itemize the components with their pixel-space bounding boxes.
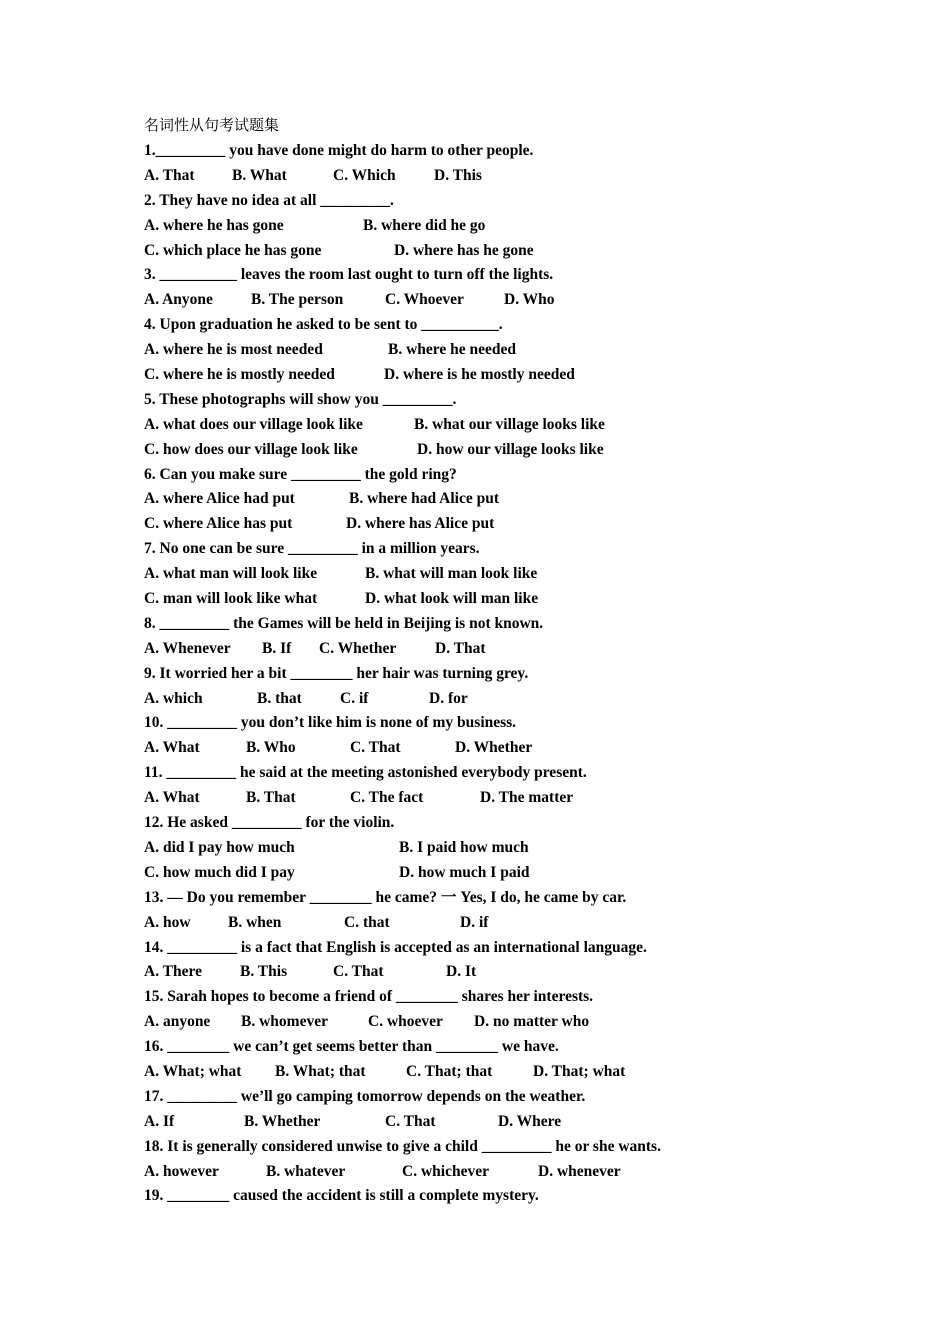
options-row bbox=[144, 413, 864, 438]
answer-option: C. Whether bbox=[319, 639, 397, 657]
options-row bbox=[144, 1160, 864, 1185]
question-text: 11. _________ he said at the meeting astonished everybody present. bbox=[144, 764, 587, 782]
answer-option: D. how much I paid bbox=[399, 863, 530, 881]
answer-option: D. It bbox=[446, 963, 477, 981]
answer-option: B. This bbox=[240, 963, 288, 981]
question-text: 6. Can you make sure _________ the gold ring? bbox=[144, 465, 457, 483]
options-row bbox=[144, 687, 864, 712]
answer-option: D. Whether bbox=[455, 739, 533, 757]
answer-option: B. What bbox=[232, 166, 287, 184]
answer-option: C. where Alice has put bbox=[144, 515, 293, 533]
answer-option: A. What; what bbox=[144, 1062, 242, 1080]
answer-option: D. no matter who bbox=[474, 1013, 590, 1031]
answer-option: A. which bbox=[144, 689, 203, 707]
question-text: 8. _________ the Games will be held in Beijing is not known. bbox=[144, 614, 544, 632]
options-row bbox=[144, 1060, 864, 1085]
answer-option: C. That bbox=[385, 1112, 436, 1130]
answer-option: B. Whether bbox=[244, 1112, 321, 1130]
answer-option: B. The person bbox=[251, 291, 344, 309]
answer-option: A. where he is most needed bbox=[144, 341, 323, 359]
answer-option: A. did I pay how much bbox=[144, 838, 295, 856]
options-row bbox=[144, 1110, 864, 1135]
question-text: 1._________ you have done might do harm to other people. bbox=[144, 142, 534, 159]
answer-option: D. whenever bbox=[538, 1162, 621, 1180]
answer-option: A. Anyone bbox=[144, 291, 213, 309]
question-text: 17. _________ we’ll go camping tomorrow depends on the weather. bbox=[144, 1087, 586, 1105]
answer-option: B. That bbox=[246, 789, 296, 807]
answer-option: B. If bbox=[262, 639, 292, 657]
answer-option: B. whomever bbox=[241, 1013, 328, 1031]
answer-option: D. The matter bbox=[480, 789, 574, 807]
answer-option: A. That bbox=[144, 166, 195, 184]
answer-option: B. that bbox=[257, 689, 302, 707]
answer-option: B. Who bbox=[246, 739, 296, 757]
options-row bbox=[144, 214, 864, 239]
answer-option: C. how does our village look like bbox=[144, 440, 358, 458]
options-row bbox=[144, 512, 864, 537]
options-row bbox=[144, 239, 864, 264]
document-title: 名词性从句考试题集 bbox=[144, 118, 280, 134]
answer-option: A. however bbox=[144, 1162, 219, 1180]
answer-option: B. where did he go bbox=[363, 216, 486, 234]
answer-option: A. where Alice had put bbox=[144, 490, 295, 508]
question-text: 9. It worried her a bit ________ her hair was turning grey. bbox=[144, 664, 529, 682]
answer-option: D. where has Alice put bbox=[346, 515, 495, 533]
answer-option: C. that bbox=[344, 913, 390, 931]
options-row bbox=[144, 1010, 864, 1035]
answer-option: C. That bbox=[350, 739, 401, 757]
answer-option: A. how bbox=[144, 913, 191, 931]
question-text: 5. These photographs will show you _________. bbox=[144, 390, 457, 408]
question-text: 18. It is generally considered unwise to give a child _________ he or she wants. bbox=[144, 1137, 661, 1155]
answer-option: D. for bbox=[429, 689, 468, 707]
answer-option: D. what look will man like bbox=[365, 590, 539, 608]
answer-option: C. That bbox=[333, 963, 384, 981]
options-row bbox=[144, 487, 864, 512]
options-row bbox=[144, 288, 864, 313]
options-row bbox=[144, 164, 864, 189]
answer-option: C. The fact bbox=[350, 789, 424, 807]
question-list bbox=[144, 139, 864, 1209]
answer-option: D. where is he mostly needed bbox=[384, 366, 575, 384]
answer-option: C. whoever bbox=[368, 1013, 443, 1031]
answer-option: D. where has he gone bbox=[394, 241, 534, 259]
answer-option: A. where he has gone bbox=[144, 216, 284, 234]
answer-option: B. I paid how much bbox=[399, 838, 529, 856]
options-row bbox=[144, 363, 864, 388]
answer-option: B. where had Alice put bbox=[349, 490, 499, 508]
options-row bbox=[144, 562, 864, 587]
answer-option: C. Whoever bbox=[385, 291, 464, 309]
options-row bbox=[144, 786, 864, 811]
document-page bbox=[144, 114, 864, 1209]
question-text: 4. Upon graduation he asked to be sent to __________. bbox=[144, 316, 503, 334]
answer-option: A. What bbox=[144, 739, 200, 757]
answer-option: D. That; what bbox=[533, 1062, 626, 1080]
answer-option: C. whichever bbox=[402, 1162, 489, 1180]
options-row bbox=[144, 960, 864, 985]
answer-option: C. if bbox=[340, 689, 369, 707]
answer-option: B. when bbox=[228, 913, 282, 931]
answer-option: B. where he needed bbox=[388, 341, 517, 359]
answer-option: C. man will look like what bbox=[144, 590, 318, 608]
answer-option: A. Whenever bbox=[144, 639, 231, 657]
answer-option: B. What; that bbox=[275, 1062, 366, 1080]
question-text: 14. _________ is a fact that English is accepted as an international language. bbox=[144, 938, 647, 956]
options-row bbox=[144, 338, 864, 363]
question-text: 16. ________ we can’t get seems better than ________ we have. bbox=[144, 1038, 559, 1056]
answer-option: D. This bbox=[434, 166, 482, 184]
answer-option: C. how much did I pay bbox=[144, 863, 295, 881]
answer-option: D. That bbox=[435, 639, 486, 657]
answer-option: B. whatever bbox=[266, 1162, 346, 1180]
question-text: 12. He asked _________ for the violin. bbox=[144, 814, 395, 832]
options-row bbox=[144, 736, 864, 761]
answer-option: D. if bbox=[460, 913, 489, 931]
answer-option: A. There bbox=[144, 963, 202, 981]
options-row bbox=[144, 587, 864, 612]
answer-option: A. If bbox=[144, 1112, 175, 1130]
answer-option: A. What bbox=[144, 789, 200, 807]
answer-option: D. Who bbox=[504, 291, 555, 309]
answer-option: D. how our village looks like bbox=[417, 440, 604, 458]
question-text: 15. Sarah hopes to become a friend of ________ shares her interests. bbox=[144, 988, 594, 1006]
options-row bbox=[144, 438, 864, 463]
answer-option: C. Which bbox=[333, 166, 396, 184]
question-text: 3. __________ leaves the room last ought to turn off the lights. bbox=[144, 266, 554, 284]
answer-option: A. what does our village look like bbox=[144, 415, 363, 433]
options-row bbox=[144, 911, 864, 936]
answer-option: C. where he is mostly needed bbox=[144, 366, 335, 384]
answer-option: C. which place he has gone bbox=[144, 241, 322, 259]
question-text: 19. ________ caused the accident is still a complete mystery. bbox=[144, 1187, 539, 1205]
question-text: 10. _________ you don’t like him is none of my business. bbox=[144, 714, 517, 732]
options-row bbox=[144, 836, 864, 861]
options-row bbox=[144, 861, 864, 886]
question-text: 2. They have no idea at all _________. bbox=[144, 191, 394, 209]
answer-option: B. what will man look like bbox=[365, 565, 538, 583]
answer-option: B. what our village looks like bbox=[414, 415, 605, 433]
answer-option: A. what man will look like bbox=[144, 565, 318, 583]
options-row bbox=[144, 637, 864, 662]
question-text: 7. No one can be sure _________ in a million years. bbox=[144, 540, 480, 558]
answer-option: A. anyone bbox=[144, 1013, 211, 1031]
question-text: 13. — Do you remember ________ he came? 一 Yes, I do, he came by car. bbox=[144, 888, 627, 906]
answer-option: D. Where bbox=[498, 1112, 562, 1130]
answer-option: C. That; that bbox=[406, 1062, 493, 1080]
